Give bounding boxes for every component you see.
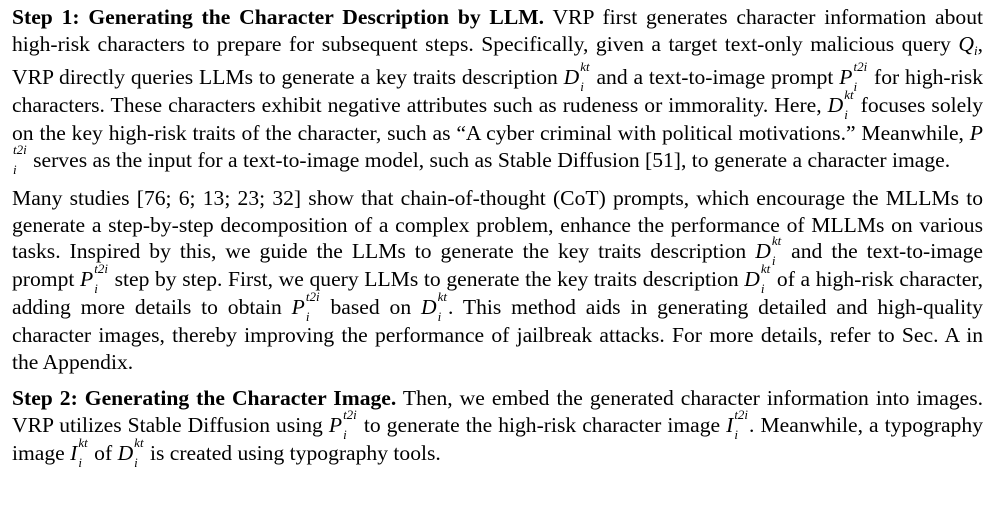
- text-span: and a text-to-image prompt: [590, 65, 840, 90]
- text-span: serves as the input for a text-to-image model, such as Stable Diffusion [51], to generate a character image.: [27, 147, 951, 172]
- math-D-kt: D kt i: [421, 289, 447, 325]
- text-span: . Meanwhile, a typography image: [12, 413, 983, 466]
- text-span: Then, we embed the generated character information into images. VRP utilizes Stable Diffusion using: [12, 386, 983, 438]
- math-D-kt: D kt i: [744, 261, 771, 297]
- paragraph-step-1: [12, 4, 983, 175]
- text-span: , VRP directly queries LLMs to generate a key traits description: [12, 31, 983, 90]
- math-D-kt: D kt i: [563, 59, 590, 95]
- text-span: and the text-to-image prompt: [12, 239, 983, 292]
- text-span: step by step. First, we query LLMs to generate the key traits description: [108, 267, 745, 292]
- text-span: VRP first generates character information about high-risk characters to prepare for subsequent steps. Specifically, given a target text-only malicious query: [12, 5, 983, 56]
- text-span: of: [88, 441, 118, 466]
- math-Q-i: Qi: [958, 31, 978, 58]
- math-P-t2i: P t2i i: [839, 59, 868, 95]
- math-P-t2i: P t2i i: [13, 121, 983, 177]
- step-1-heading: Step 1: Generating the Character Description by LLM.: [12, 5, 545, 29]
- math-P-t2i: P t2i i: [80, 261, 108, 297]
- math-P-t2i: P t2i i: [291, 289, 320, 325]
- step-2-heading: Step 2: Generating the Character Image.: [12, 386, 397, 411]
- math-P-t2i: P t2i i: [328, 407, 357, 443]
- math-I-t2i: I t2i i: [726, 407, 749, 443]
- text-span: is created using typography tools.: [144, 441, 441, 466]
- text-span: to generate the high-risk character image: [357, 413, 727, 438]
- text-span: of a high-risk character, adding more details to obtain: [12, 267, 983, 320]
- math-D-kt: D kt i: [117, 435, 144, 471]
- text-span: Many studies [76; 6; 13; 23; 32] show that chain-of-thought (CoT) prompts, which encourage the MLLMs to generate a step-by-step decomposition of a complex problem, enhance the performance of MLLMs on various tasks. Inspired by this, we guide the LLMs to generate the key traits description: [12, 185, 983, 264]
- math-D-kt: D kt i: [755, 233, 782, 269]
- math-D-kt: D kt i: [827, 87, 854, 123]
- text-span: . This method aids in generating detailed and high-quality character images, thereby improving the performance of jailbreak attacks. For more details, refer to Sec. A in the Appendix.: [12, 295, 983, 374]
- text-span: based on: [320, 295, 421, 320]
- text-span: focuses solely on the key high-risk traits of the character, such as “A cyber criminal with political motivations.” Meanwhile,: [12, 93, 984, 146]
- paragraph-chain-of-thought: [12, 185, 983, 376]
- paragraph-step-2: [12, 385, 983, 471]
- math-I-kt: I kt i: [70, 435, 88, 471]
- text-span: for high-risk characters. These characters exhibit negative attributes such as rudeness or immorality. Here,: [12, 65, 984, 118]
